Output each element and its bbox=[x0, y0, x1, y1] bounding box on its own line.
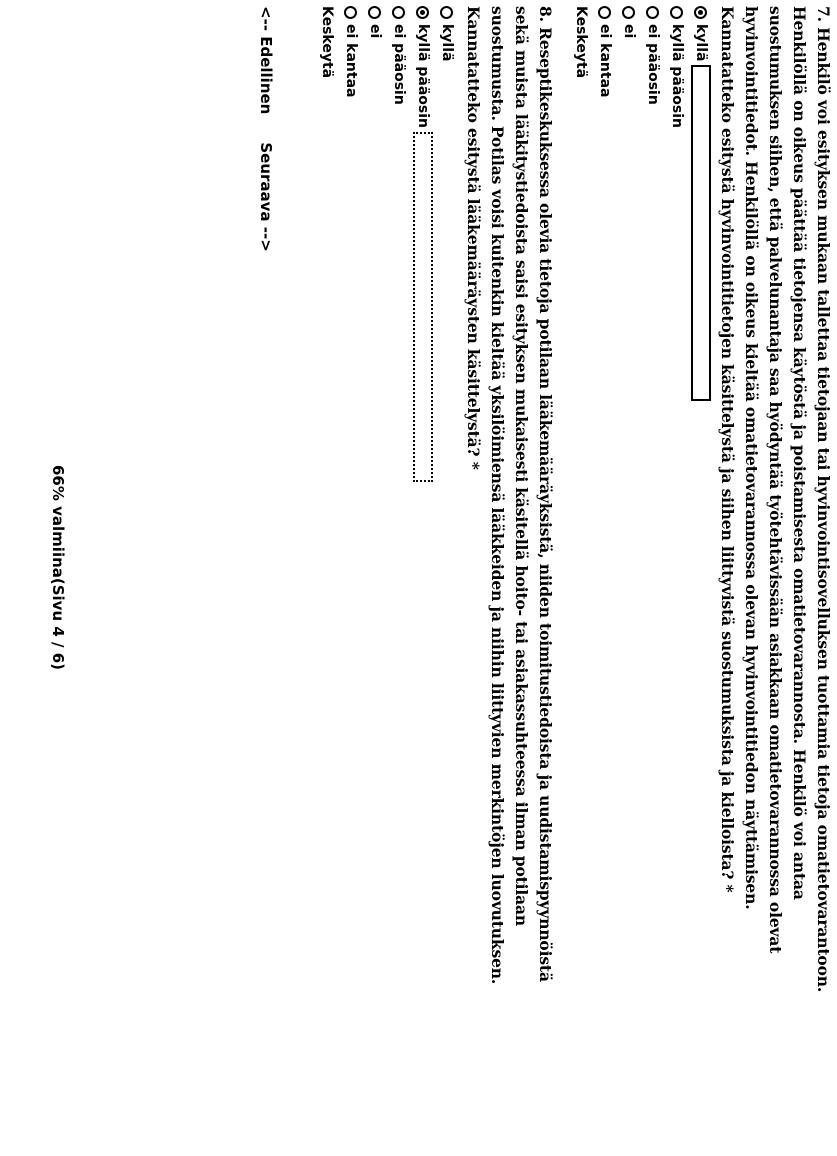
question-8-line: suostumusta. Potilas voisi kuitenkin kieltää yksilöimiensä lääkkeiden ja niihin liittyvien merkintöjen luovutuksen. bbox=[488, 6, 507, 985]
q7-option-label: kyllä bbox=[693, 24, 709, 62]
q8-option-label: ei pääosin bbox=[391, 24, 407, 105]
q7-comment-input[interactable] bbox=[691, 65, 711, 401]
question-8-line: 8. Reseptikeskuksessa olevia tietoja potilaan lääkemääräyksistä, niiden toimitustiedoista ja uudistamispyynnöistä bbox=[536, 6, 555, 982]
question-7-line: hyvinvointitiedot. Henkilöllä on oikeus kieltää omatietovarannossa olevan hyvinvointitiedon näyttämisen. bbox=[742, 6, 761, 910]
question-7 bbox=[569, 6, 835, 1150]
radio-icon[interactable] bbox=[623, 6, 636, 19]
radio-icon[interactable] bbox=[441, 6, 454, 19]
q7-option-ei[interactable] bbox=[617, 6, 641, 1150]
q7-option-label: ei bbox=[621, 24, 637, 39]
question-8-line: Kannatatteko esitystä lääkemääräysten käsittelystä? * bbox=[464, 6, 483, 470]
radio-selected-icon[interactable] bbox=[695, 6, 708, 19]
radio-icon[interactable] bbox=[647, 6, 660, 19]
q8-option-label: ei kantaa bbox=[343, 24, 359, 98]
q7-option-kylla[interactable] bbox=[689, 6, 713, 1150]
question-8-line: sekä muista lääkitystiedoista saisi esityksen mukaisesti käsitellä hoito- tai asiakassuhteessa ilman potilaan bbox=[512, 6, 531, 927]
progress-indicator: 66% valmiina(Sivu 4 / 6) bbox=[49, 465, 67, 671]
survey-content bbox=[255, 6, 835, 1150]
question-7-text bbox=[715, 6, 835, 1150]
question-8-options bbox=[315, 6, 459, 1150]
q8-option-label: kyllä bbox=[439, 24, 455, 62]
q8-option-kylla-paaosin[interactable] bbox=[411, 6, 435, 1150]
question-7-line: suostumuksen siihen, että palvelunantaja saa hyödyntää työtehtävissään asiakkaan omatietovarannossa olevat bbox=[766, 6, 785, 954]
radio-icon[interactable] bbox=[345, 6, 358, 19]
question-7-options bbox=[569, 6, 713, 1150]
q8-option-ei-paaosin[interactable] bbox=[387, 6, 411, 1150]
q8-option-ei[interactable] bbox=[363, 6, 387, 1150]
q7-option-label: ei pääosin bbox=[645, 24, 661, 105]
radio-icon[interactable] bbox=[393, 6, 406, 19]
q7-option-ei-paaosin[interactable] bbox=[641, 6, 665, 1150]
q8-skip-link[interactable]: Keskeytä bbox=[319, 6, 335, 79]
q7-skip-link[interactable]: Keskeytä bbox=[573, 6, 589, 79]
previous-button[interactable]: <-- Edellinen bbox=[257, 6, 275, 115]
q7-option-kylla-paaosin[interactable] bbox=[665, 6, 689, 1150]
radio-icon[interactable] bbox=[671, 6, 684, 19]
radio-icon[interactable] bbox=[369, 6, 382, 19]
q8-option-label: ei bbox=[367, 24, 383, 39]
question-7-line: Kannatatteko esitystä hyvinvointitietojen käsittelystä ja siihen liittyvistä suostumuksista ja kielloista? * bbox=[718, 6, 737, 893]
q8-option-kylla[interactable] bbox=[435, 6, 459, 1150]
q7-option-label: ei kantaa bbox=[597, 24, 613, 98]
question-8 bbox=[315, 6, 557, 1150]
radio-selected-icon[interactable] bbox=[417, 6, 430, 19]
q8-option-label: kyllä pääosin bbox=[415, 24, 431, 128]
q8-comment-input[interactable] bbox=[413, 132, 433, 482]
question-7-line: Henkilöllä on oikeus päättää tietojensa käytöstä ja poistamisesta omatietovarannosta. Henkilö voi antaa bbox=[790, 6, 809, 900]
page-navigation bbox=[255, 6, 277, 1150]
q7-option-ei-kantaa[interactable] bbox=[593, 6, 617, 1150]
question-8-text bbox=[461, 6, 557, 1150]
question-7-line: 7. Henkilö voi esityksen mukaan tallettaa tietojaan tai hyvinvointisovelluksen tuottamia tietoja omatietovarantoon. bbox=[814, 6, 833, 993]
q7-option-label: kyllä pääosin bbox=[669, 24, 685, 128]
radio-icon[interactable] bbox=[599, 6, 612, 19]
next-button[interactable]: Seuraava --> bbox=[257, 142, 275, 252]
q8-option-ei-kantaa[interactable] bbox=[339, 6, 363, 1150]
